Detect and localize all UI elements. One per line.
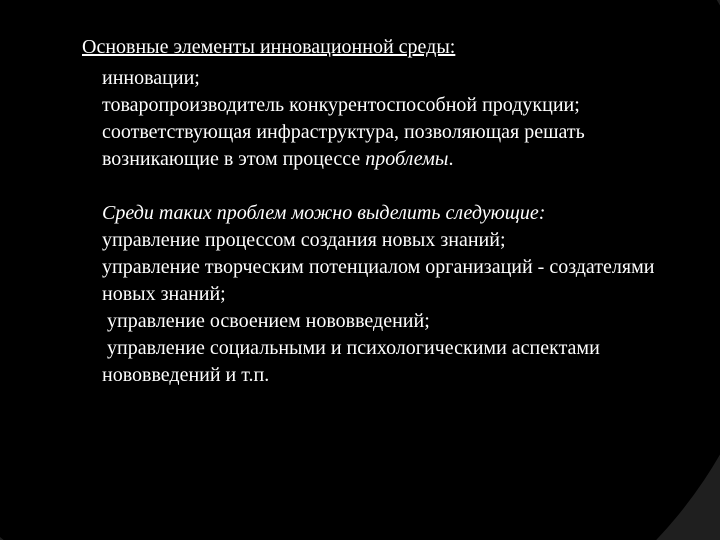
elements-list <box>82 65 682 389</box>
list-item: управление социальными и психологическими аспектами нововведений и т.п. <box>102 337 605 386</box>
spacer <box>102 173 682 200</box>
list-item <box>102 119 682 173</box>
slide-content <box>82 34 682 389</box>
list-item: управление процессом создания новых знаний; <box>102 229 506 251</box>
slide-heading: Основные элементы инновационной среды: <box>82 36 456 58</box>
list-item: управление творческим потенциалом организаций - создателями новых знаний; <box>102 256 655 305</box>
emphasized-word: проблемы <box>365 148 449 170</box>
list-item: товаропроизводитель конкурентоспособной продукции; <box>102 94 580 116</box>
list-item: инновации; <box>102 67 200 89</box>
problems-intro: Среди таких проблем можно выделить следующие: <box>102 202 546 224</box>
list-item: управление освоением нововведений; <box>102 310 430 332</box>
infrastructure-text: соответствующая инфраструктура, позволяющая решать возникающие в этом процессе <box>102 121 585 170</box>
punctuation: . <box>448 148 454 170</box>
